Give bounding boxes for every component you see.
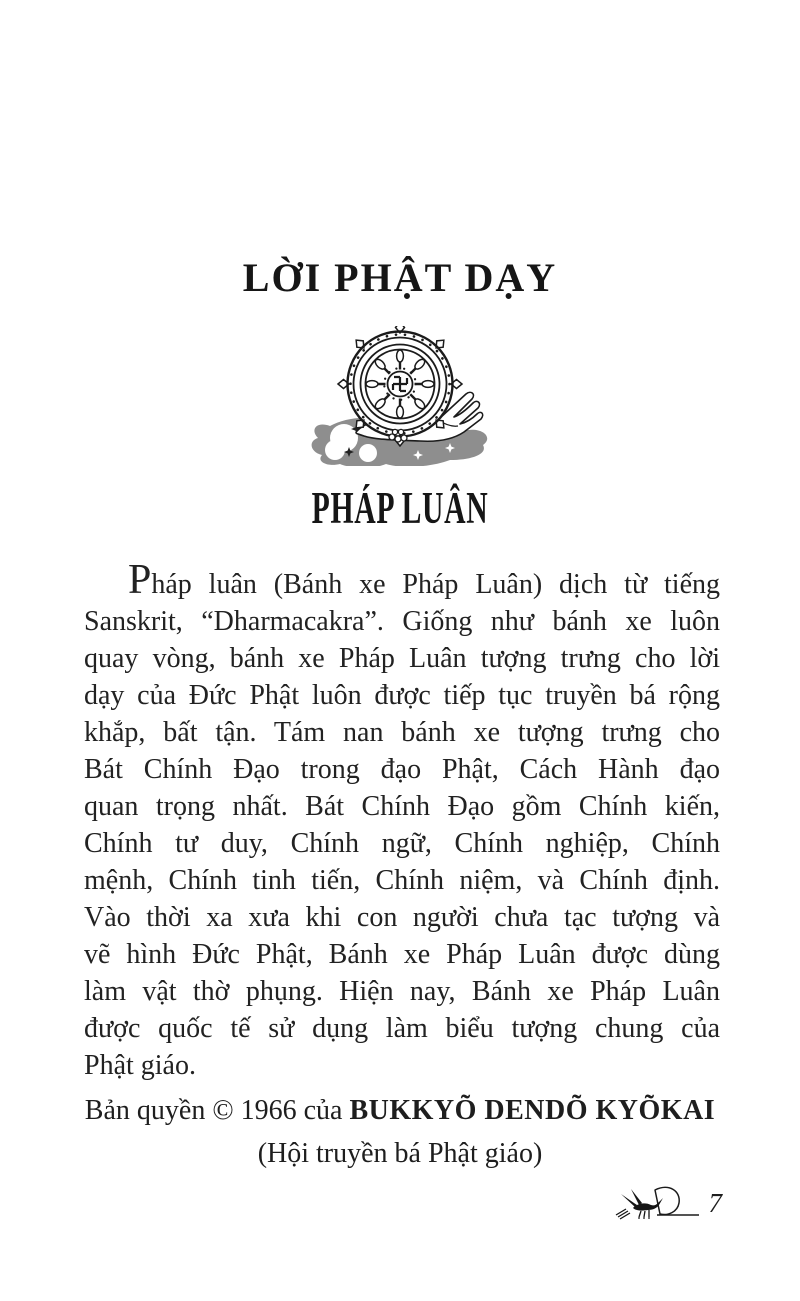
body-line: Chính tư duy, Chính ngữ, Chính nghiệp, Chính <box>84 828 720 859</box>
body-line: được quốc tế sử dụng làm biểu tượng chung của <box>84 1013 720 1044</box>
copyright-subtitle: (Hội truyền bá Phật giáo) <box>257 1138 543 1169</box>
bird-ornament-icon <box>613 1184 701 1222</box>
dharma-wheel-icon <box>300 326 500 466</box>
page-title: LỜI PHẬT DẠY <box>242 255 558 300</box>
dharma-wheel-illustration <box>300 326 500 466</box>
body-line: khắp, bất tận. Tám nan bánh xe tượng trưng cho <box>84 717 720 748</box>
body-paragraph <box>84 557 720 1084</box>
body-line: quay vòng, bánh xe Pháp Luân tượng trưng cho lời <box>84 643 720 674</box>
copyright-line <box>0 1095 800 1127</box>
body-line: dạy của Đức Phật luôn được tiếp tục truyền bá rộng <box>84 680 720 711</box>
copyright-prefix: Bản quyền © 1966 của <box>84 1095 350 1126</box>
body-line: mệnh, Chính tinh tiến, Chính niệm, và Chính định. <box>84 865 720 896</box>
body-line: Bát Chính Đạo trong đạo Phật, Cách Hành đạo <box>84 754 720 785</box>
body-line: vẽ hình Đức Phật, Bánh xe Pháp Luân được dùng <box>84 939 720 970</box>
page-footer <box>84 1184 722 1222</box>
body-line: Pháp luân (Bánh xe Pháp Luân) dịch từ tiếng <box>128 557 720 603</box>
wheel-shape <box>338 326 462 446</box>
body-line: làm vật thờ phụng. Hiện nay, Bánh xe Pháp Luân <box>84 976 720 1007</box>
body-line: quan trọng nhất. Bát Chính Đạo gồm Chính kiến, <box>84 791 720 822</box>
body-line: Phật giáo. <box>84 1050 196 1081</box>
body-line: Sanskrit, “Dharmacakra”. Giống như bánh xe luôn <box>84 606 720 637</box>
body-line: Vào thời xa xưa khi con người chưa tạc tượng và <box>84 902 720 933</box>
copyright-holder: BUKKYÕ DENDÕ KYÕKAI <box>349 1095 716 1126</box>
page-number: 7 <box>708 1188 722 1218</box>
section-heading: PHÁP LUÂN <box>311 483 489 533</box>
